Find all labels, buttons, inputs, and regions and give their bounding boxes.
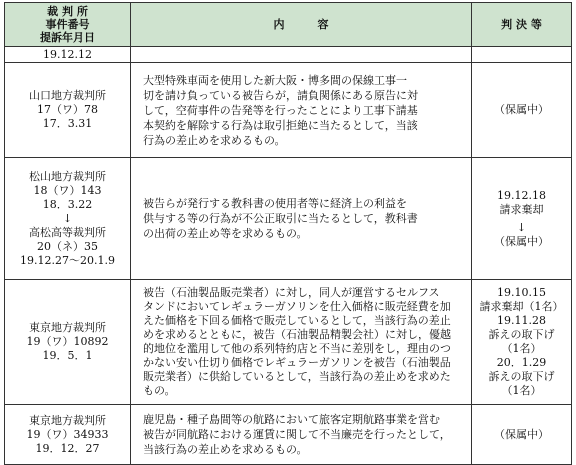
court-cell <box>5 158 131 280</box>
content-line: 被告らが発行する教科書の使用者等に経済上の利益を <box>143 197 407 210</box>
content-line: 被告（石油製品販売業者）に対し，同人が運営するセルフス <box>143 286 440 299</box>
court-cell <box>5 280 131 405</box>
judgment-line: （保属中） <box>494 103 549 116</box>
judgment-line: 請求棄却（1名） <box>479 300 564 313</box>
table-row <box>5 47 572 63</box>
judgment-cell <box>472 280 572 405</box>
table-row <box>5 405 572 465</box>
court-line: 19．5．1 <box>42 349 93 362</box>
content-cell <box>131 405 472 465</box>
content-line: の出荷の差止め等を求めるもの。 <box>143 227 308 240</box>
content-line: 本契約を解除する行為は取引拒絶に当たるとして，当該 <box>143 118 418 132</box>
court-line: 19（ワ）34933 <box>26 427 109 441</box>
judgment-cell <box>472 158 572 280</box>
header-content-cell <box>131 3 472 47</box>
content-cell <box>131 158 472 280</box>
content-line: めを求めるとともに，被告（石油製品精製会社）に対し，優越 <box>143 328 451 341</box>
court-line: 19.12.27〜20.1.9 <box>20 253 115 267</box>
content-line: 販売業者）に供給しているとして，当該行為の差止めを求めた <box>143 370 451 383</box>
header-judgment-label: 判 決 等 <box>501 18 542 31</box>
content-line: タンドにおいてレギュラーガソリンを仕入価格に販売経費を加 <box>143 300 451 313</box>
court-line: 19．12．27 <box>35 441 100 455</box>
judgment-line: 20．1.29 <box>496 356 547 369</box>
judgment-cell <box>472 63 572 158</box>
judgment-line: （1名） <box>501 384 542 397</box>
court-line: 17．3.31 <box>42 117 93 130</box>
court-line: 20（ネ）35 <box>37 239 98 253</box>
content-line: 行為の差止めを求めるもの。 <box>143 133 286 147</box>
judgment-cell <box>472 47 572 63</box>
judgment-line: 19.10.15 <box>497 286 546 299</box>
court-line: 東京地方裁判所 <box>29 413 106 427</box>
court-line: 17（ワ）78 <box>37 103 98 116</box>
judgment-line: （1名） <box>501 342 542 355</box>
judgment-line: 訴えの取下げ <box>488 328 555 341</box>
content-cell <box>131 280 472 405</box>
court-line: 山口地方裁判所 <box>29 89 106 102</box>
content-line: 被告が同航路における運賃に関して不当廉売を行ったとして， <box>143 428 451 441</box>
content-line: 供与する等の行為が不公正取引に当たるとして，教科書 <box>143 212 418 225</box>
court-cell <box>5 63 131 158</box>
court-line: 18．3.22 <box>42 197 93 211</box>
content-line: えた価格を下回る価格で販売しているとして，当該行為の差止 <box>143 314 451 327</box>
judgment-cell <box>472 405 572 465</box>
court-line: 19（ワ）10892 <box>26 335 109 348</box>
down-arrow-icon: ↓ <box>516 220 527 234</box>
table-row <box>5 63 572 158</box>
header-court-line: 裁 判 所 <box>47 5 88 18</box>
content-line: 的地位を濫用して他の系列特約店と不当に差別をし，理由のつ <box>143 342 451 355</box>
header-court-cell <box>5 3 131 47</box>
court-cell <box>5 47 131 63</box>
content-line: して，空荷事件の告発等を行ったことにより工事下請基 <box>143 103 418 117</box>
content-line: 大型特殊車両を使用した新大阪・博多間の保線工事一 <box>143 73 407 87</box>
table-header-row <box>5 3 572 47</box>
content-cell <box>131 63 472 158</box>
content-line: 当該行為の差止めを求めるもの。 <box>143 443 308 456</box>
court-line: 18（ワ）143 <box>33 183 102 197</box>
header-court-line: 提訴年月日 <box>40 31 95 44</box>
court-cell <box>5 405 131 465</box>
table-row <box>5 280 572 405</box>
down-arrow-icon: ↓ <box>62 211 73 225</box>
court-line: 松山地方裁判所 <box>29 169 106 183</box>
content-cell <box>131 47 472 63</box>
court-line: 東京地方裁判所 <box>29 321 106 334</box>
judgment-line: （保属中） <box>494 234 549 248</box>
header-court-line: 事件番号 <box>45 18 90 31</box>
header-judgment-cell <box>472 3 572 47</box>
court-line: 19.12.12 <box>43 47 92 61</box>
header-content-label: 内 容 <box>273 18 329 31</box>
judgment-line: 請求棄却 <box>499 202 544 216</box>
court-line: 高松高等裁判所 <box>29 225 106 239</box>
judgment-line: 19.11.28 <box>497 314 546 327</box>
judgment-line: （保属中） <box>494 427 549 441</box>
litigation-table <box>4 2 572 465</box>
content-line: 切を請け負っている被告らが，請負関係にある原告に対 <box>143 88 418 102</box>
content-line: かない安い仕切り価格でレギュラーガソリンを被告（石油製品 <box>143 356 451 369</box>
content-line: もの。 <box>143 384 176 397</box>
content-line: 鹿児島・種子島間等の航路において旅客定期航路事業を営む <box>143 413 440 426</box>
judgment-line: 訴えの取下げ <box>488 370 555 383</box>
judgment-line: 19.12.18 <box>497 188 546 202</box>
table-row <box>5 158 572 280</box>
